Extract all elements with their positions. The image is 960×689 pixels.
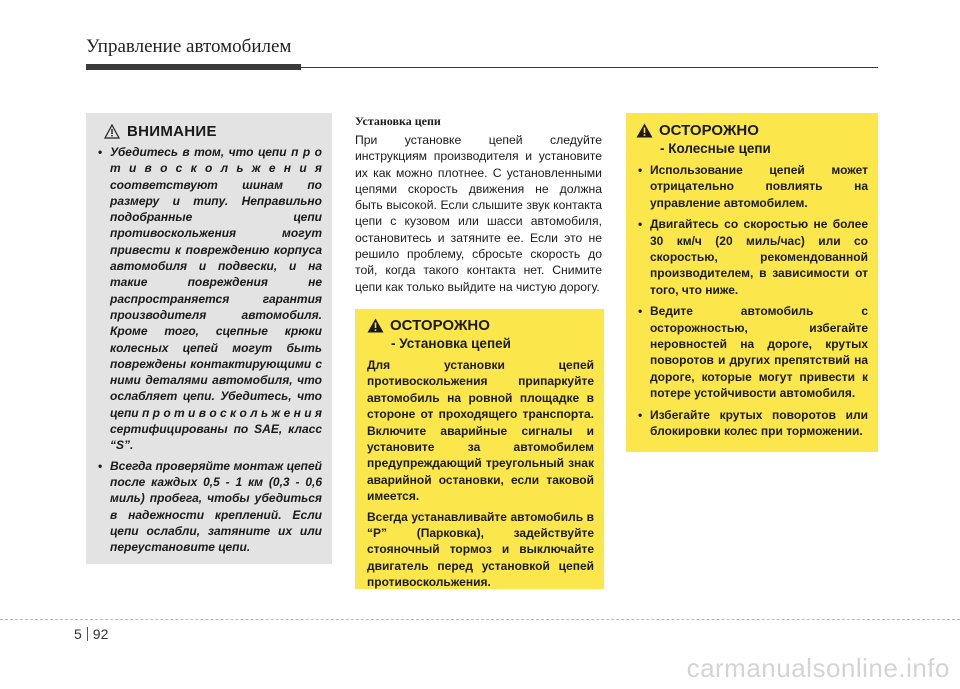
page-number — [74, 626, 108, 642]
caution-header — [636, 122, 868, 139]
footer-rule — [0, 619, 960, 621]
caution-item: • Избегайте крутых поворотов или блокировки колес при торможении. — [636, 407, 868, 440]
header-rule-bar — [86, 64, 301, 70]
warning-list — [98, 144, 322, 555]
installation-text: При установке цепей следуйте инструкциям производителя и установите их как можно плотнее. С установленными цепями скорость движения не должна быть высокой. Если слышите звук контакта цепи с кузовом или шасси автомобиля, остановитесь и затяните ее. Если это не решило проблему, сбросьте скорость до той, когда такого контакта нет. Снимите цепи как только выйдите на чистую дорогу. — [355, 133, 602, 294]
warning-box — [86, 113, 332, 564]
page-header-title: Управление автомобилем — [86, 36, 292, 57]
caution-paragraph: Для установки цепей противоскольжения припаркуйте автомобиль на ровной площадке в стороне от проходящего транспорта. Включите аварийные сигналы и установите за автомобилем предупреждающий треугольный знак аварийной остановки, если таковой имеется. — [367, 358, 594, 504]
warning-triangle-filled-icon — [636, 123, 653, 138]
caution-title: ОСТОРОЖНО — [659, 122, 759, 139]
installation-title: Установка цепи — [355, 114, 441, 128]
warning-item: • Убедитесь в том, что цепи п р о т и в о с к о л ь ж е н и я соответствуют шинам по размеру и типу. Неправильно подобранные цепи противоскольжения могут привести к повреждению корпуса автомобиля и подвески, и на такие повреждения не распространяется гарантия производителя автомобиля. Кроме того, сцепные крюки колесных цепей могут быть повреждены контактирующими с ними деталями автомобиля, что ослабляет цепи. Убедитесь, что цепи п р о т и в о с к о л ь ж е н и я сертифицированы по SAE, класс “S”. — [98, 144, 322, 454]
chapter-number: 5 — [74, 626, 82, 642]
caution-item: • Двигайтесь со скоростью не более 30 км/ч (20 миль/час) или со скоростью, рекомендованной производителем, в зависимости от того, что ниже. — [636, 216, 868, 298]
warning-title: ВНИМАНИЕ — [127, 123, 217, 140]
header-rule — [86, 64, 878, 70]
warning-triangle-outline-icon — [104, 124, 120, 139]
caution-item: • Ведите автомобиль с осторожностью, избегайте неровностей на дороге, крутых поворотов и других препятствий на дороге, которые могут привести к потере устойчивости автомобиля. — [636, 303, 868, 401]
page-number-value: 92 — [92, 626, 109, 642]
warning-triangle-filled-icon — [367, 318, 384, 333]
caution-list — [636, 162, 868, 440]
warning-item: • Всегда проверяйте монтаж цепей после каждых 0,5 - 1 км (0,3 - 0,6 миль) пробега, чтобы убедиться в надежности креплений. Если цепи ослабли, затяните их или переустановите цепи. — [98, 458, 322, 556]
caution-title: ОСТОРОЖНО — [390, 317, 490, 334]
page-number-separator — [87, 627, 88, 641]
caution-box-wheel-chains — [626, 113, 878, 452]
caution-subtitle: - Колесные цепи — [660, 141, 771, 156]
caution-subtitle: - Установка цепей — [391, 336, 511, 351]
caution-paragraph: Всегда устанавливайте автомобиль в “P” (Парковка), задействуйте стояночный тормоз и выключайте двигатель перед установкой цепей противоскольжения. — [367, 509, 594, 590]
watermark: carmanualsonline.info — [686, 653, 950, 683]
caution-header — [367, 317, 594, 334]
caution-box-installation — [355, 309, 604, 589]
caution-item: • Использование цепей может отрицательно повлиять на управление автомобилем. — [636, 162, 868, 211]
warning-header — [104, 123, 322, 140]
